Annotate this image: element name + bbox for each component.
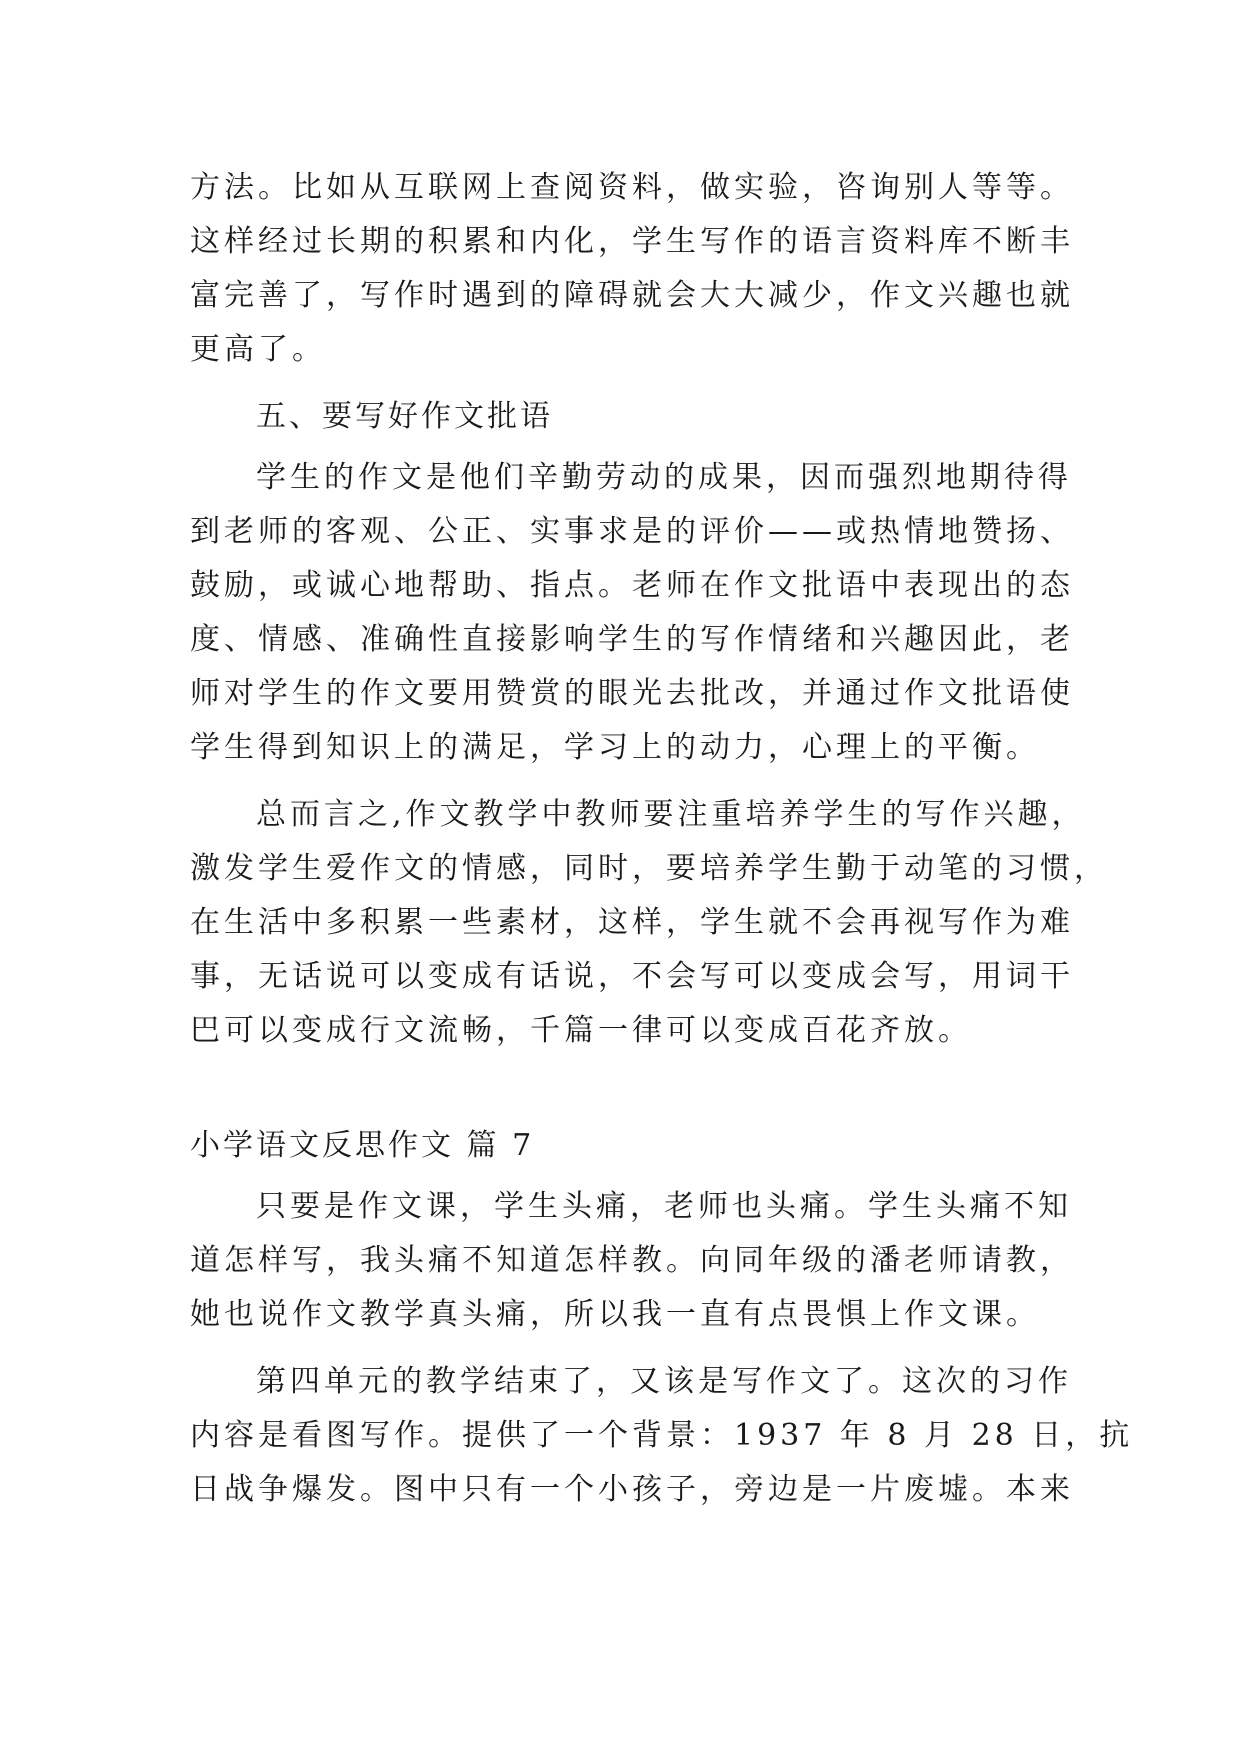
paragraph-line: 这样经过长期的积累和内化，学生写作的语言资料库不断丰: [190, 224, 1074, 259]
paragraph-line: 第四单元的教学结束了，又该是写作文了。这次的习作: [256, 1364, 1072, 1399]
paragraph-line: 鼓励，或诚心地帮助、指点。老师在作文批语中表现出的态: [190, 568, 1074, 603]
paragraph-line: 她也说作文教学真头痛，所以我一直有点畏惧上作文课。: [190, 1297, 1040, 1332]
paragraph-line: 方法。比如从互联网上查阅资料，做实验，咨询别人等等。: [190, 170, 1074, 205]
paragraph-line: 总而言之,作文教学中教师要注重培养学生的写作兴趣，: [256, 797, 1086, 832]
article-title: 小学语文反思作文 篇 7: [190, 1128, 535, 1163]
paragraph-line: 富完善了，写作时遇到的障碍就会大大减少，作文兴趣也就: [190, 278, 1074, 313]
paragraph-line: 学生得到知识上的满足，学习上的动力，心理上的平衡。: [190, 730, 1040, 765]
section-heading: 五、要写好作文批语: [256, 399, 553, 434]
paragraph-line: 巴可以变成行文流畅，千篇一律可以变成百花齐放。: [190, 1013, 972, 1048]
paragraph-line: 在生活中多积累一些素材，这样，学生就不会再视写作为难: [190, 905, 1074, 940]
paragraph-line: 师对学生的作文要用赞赏的眼光去批改，并通过作文批语使: [190, 676, 1074, 711]
paragraph-line: 道怎样写，我头痛不知道怎样教。向同年级的潘老师请教，: [190, 1243, 1074, 1278]
paragraph-line: 事，无话说可以变成有话说，不会写可以变成会写，用词干: [190, 959, 1074, 994]
paragraph-line: 学生的作文是他们辛勤劳动的成果，因而强烈地期待得: [256, 460, 1072, 495]
paragraph-line: 只要是作文课，学生头痛，老师也头痛。学生头痛不知: [256, 1189, 1072, 1224]
paragraph-line: 内容是看图写作。提供了一个背景：1937 年 8 月 28 日，抗: [190, 1418, 1134, 1453]
paragraph-line: 到老师的客观、公正、实事求是的评价——或热情地赞扬、: [190, 514, 1074, 549]
paragraph-line: 度、情感、准确性直接影响学生的写作情绪和兴趣因此，老: [190, 622, 1074, 657]
paragraph-line: 更高了。: [190, 332, 326, 367]
paragraph-line: 激发学生爱作文的情感，同时，要培养学生勤于动笔的习惯，: [190, 851, 1108, 886]
paragraph-line: 日战争爆发。图中只有一个小孩子，旁边是一片废墟。本来: [190, 1472, 1074, 1507]
